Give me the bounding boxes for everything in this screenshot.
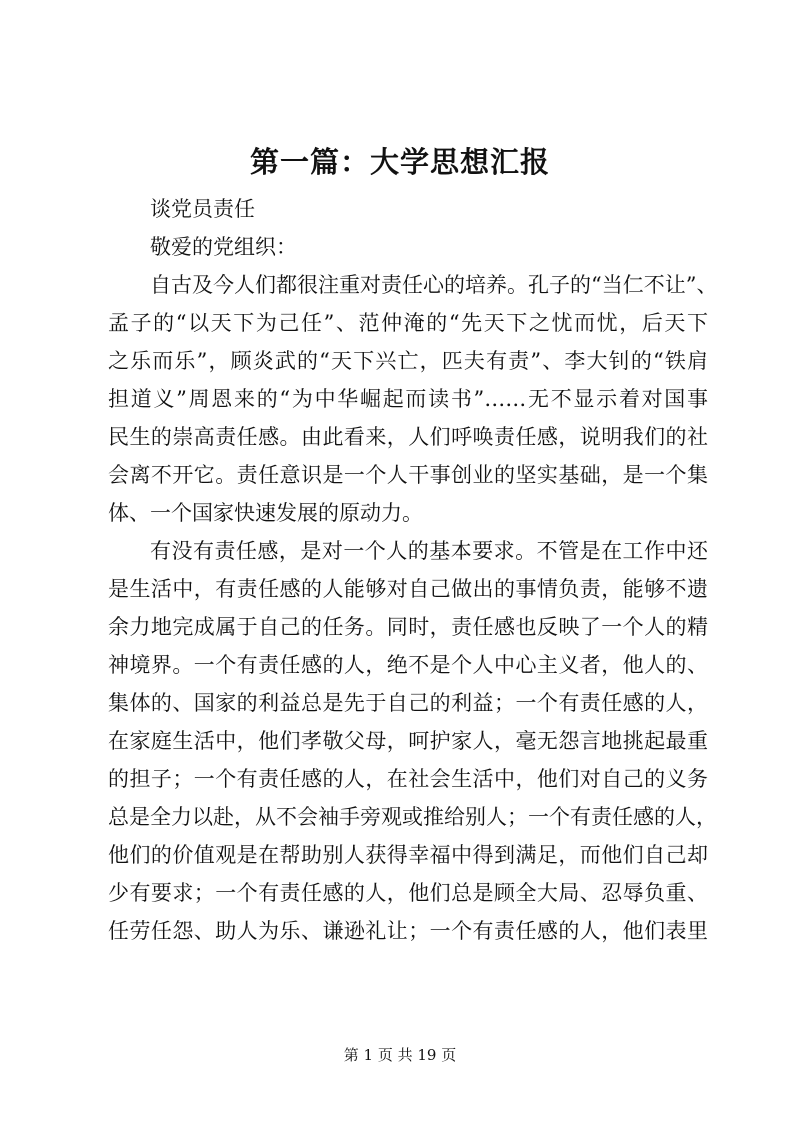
salutation-line: 敬爱的党组织：: [150, 235, 297, 259]
paragraph-1-line: 体、一个国家快速发展的原动力。: [108, 501, 423, 525]
paragraph-1-line: 担道义”周恩来的“为中华崛起而读书”……无不显示着对国事: [108, 387, 708, 411]
document-body: [108, 190, 718, 950]
paragraph-1-line: 之乐而乐”，顾炎武的“天下兴亡，匹夫有责”、李大钊的“铁肩: [108, 349, 708, 373]
paragraph-1-line: 孟子的“以天下为己任”、范仲淹的“先天下之忧而忧，后天下: [108, 311, 708, 335]
page-number-footer: 第 1 页 共 19 页: [343, 1046, 457, 1064]
paragraph-2-line: 余力地完成属于自己的任务。同时，责任感也反映了一个人的精: [108, 615, 708, 639]
paragraph-2-line: 少有要求；一个有责任感的人，他们总是顾全大局、忍辱负重、: [108, 881, 708, 905]
paragraph-1-line: 自古及今人们都很注重对责任心的培养。孔子的“当仁不让”、: [150, 273, 718, 297]
paragraph-2-line: 任劳任怨、助人为乐、谦逊礼让；一个有责任感的人，他们表里: [108, 919, 708, 943]
paragraph-1-line: 民生的崇高责任感。由此看来，人们呼唤责任感，说明我们的社: [108, 425, 708, 449]
paragraph-2-line: 他们的价值观是在帮助别人获得幸福中得到满足，而他们自己却: [108, 843, 708, 867]
paragraph-2-line: 是生活中，有责任感的人能够对自己做出的事情负责，能够不遗: [108, 577, 708, 601]
paragraph-1-line: 会离不开它。责任意识是一个人干事创业的坚实基础，是一个集: [108, 463, 708, 487]
subtitle-line: 谈党员责任: [150, 197, 255, 221]
paragraph-2-line: 神境界。一个有责任感的人，绝不是个人中心主义者，他人的、: [108, 653, 708, 677]
page-title: 第一篇：大学思想汇报: [249, 145, 550, 179]
paragraph-2-line: 有没有责任感，是对一个人的基本要求。不管是在工作中还: [150, 539, 708, 563]
paragraph-2-line: 集体的、国家的利益总是先于自己的利益；一个有责任感的人，: [108, 691, 708, 715]
paragraph-2-line: 总是全力以赴，从不会袖手旁观或推给别人；一个有责任感的人，: [108, 805, 717, 829]
paragraph-2-line: 在家庭生活中，他们孝敬父母，呵护家人，毫无怨言地挑起最重: [108, 729, 708, 753]
paragraph-2-line: 的担子；一个有责任感的人，在社会生活中，他们对自己的义务: [108, 767, 708, 791]
